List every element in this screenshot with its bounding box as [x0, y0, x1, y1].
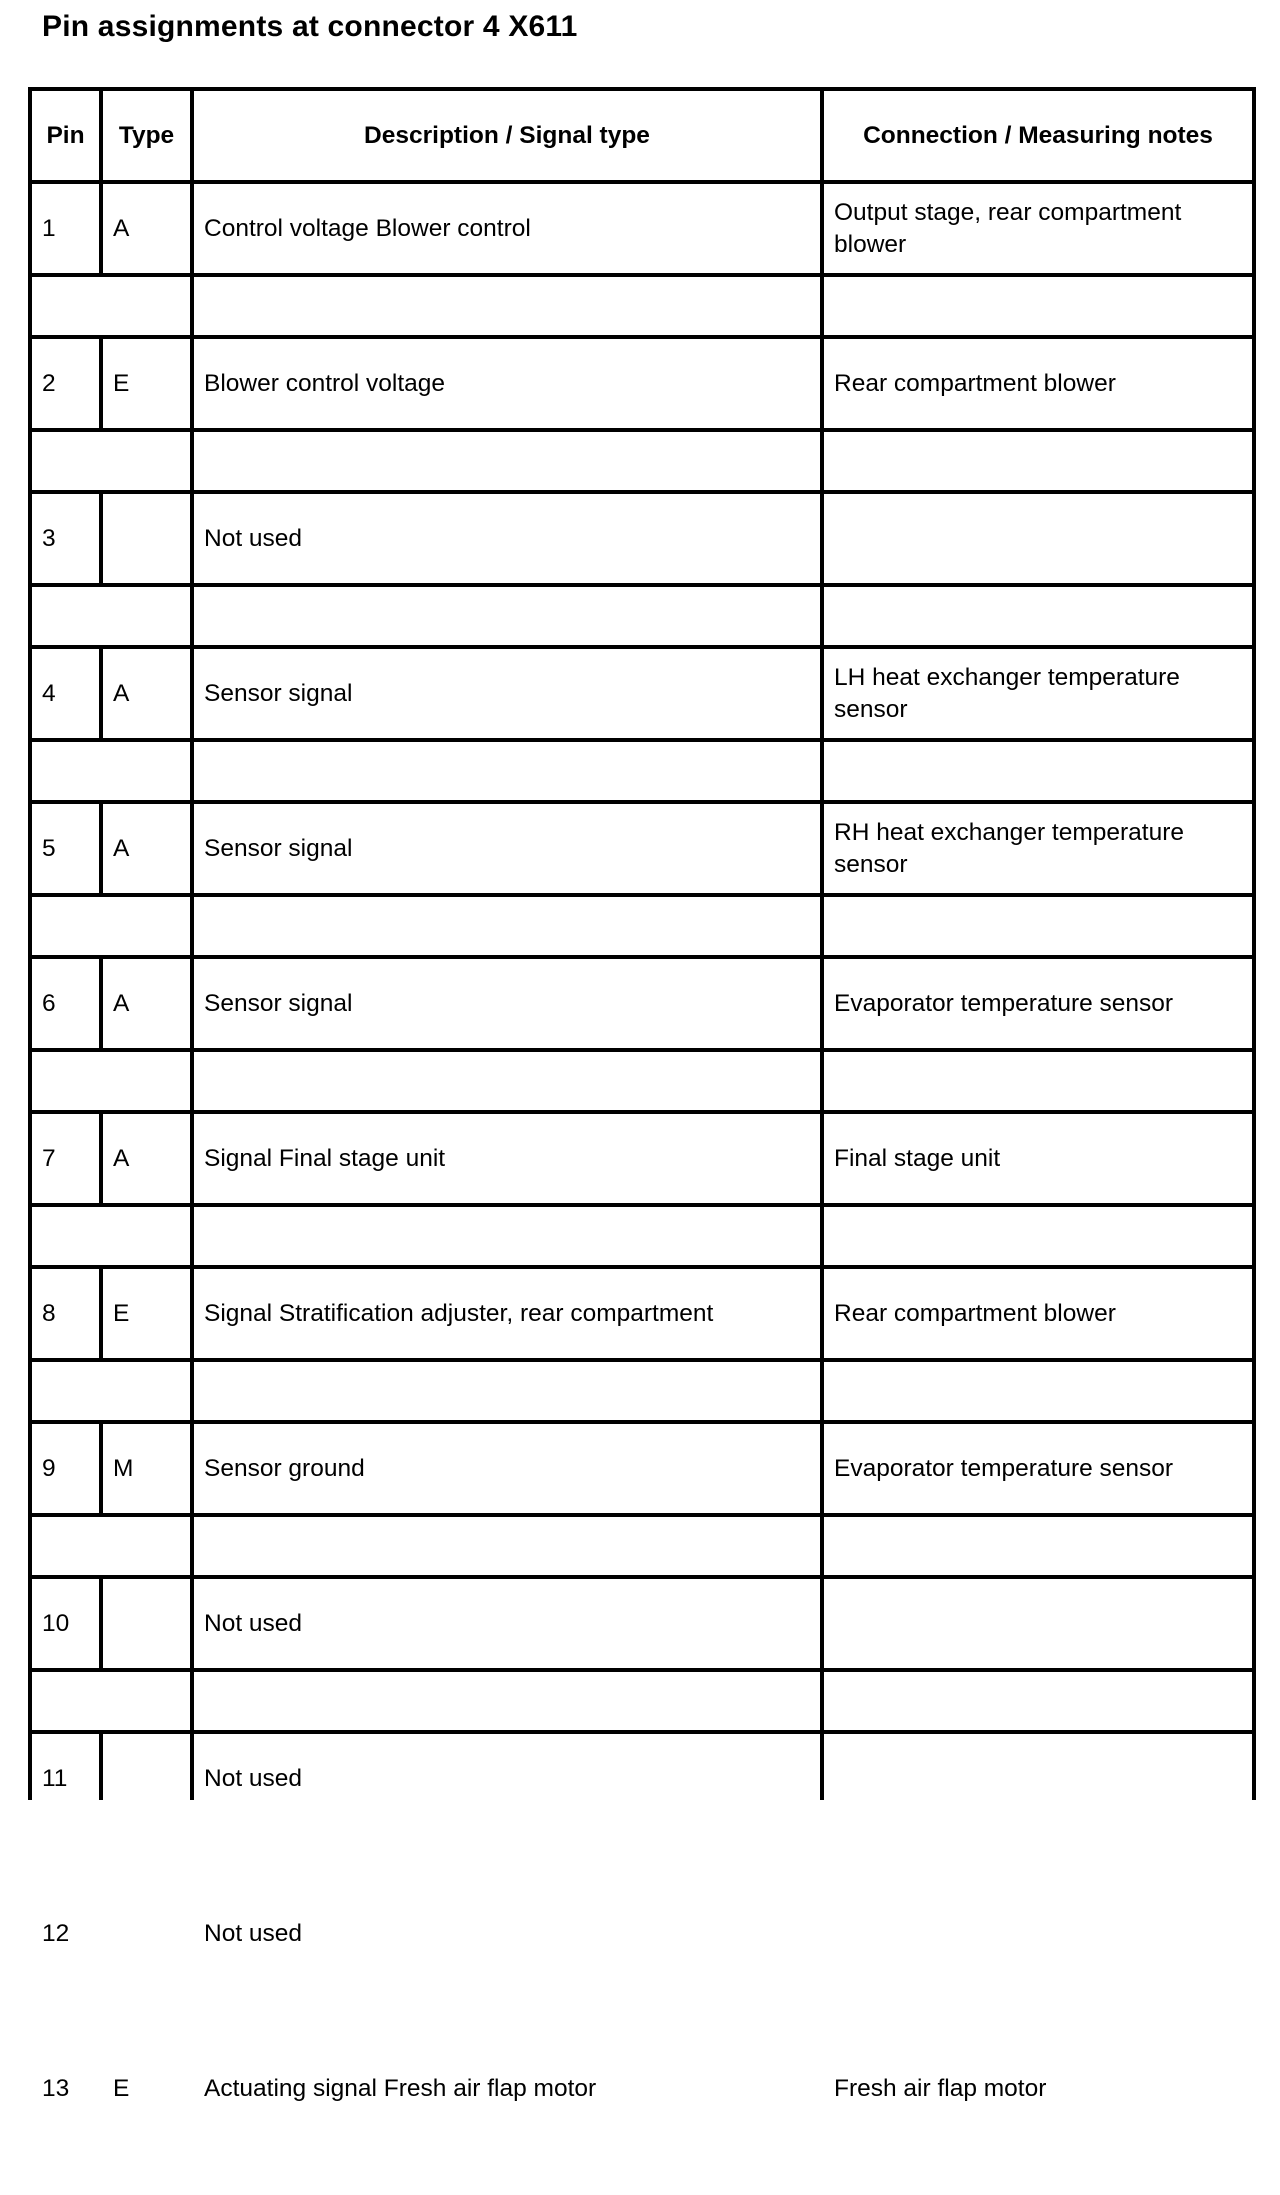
spacer-cell-connection [824, 742, 1252, 800]
cell-connection: RH heat exchanger temperature sensor [824, 804, 1252, 893]
spacer-cell-left [32, 1517, 190, 1575]
cell-description: Signal Stratification adjuster, rear compartment [194, 1269, 820, 1358]
spacer-cell-left [32, 1982, 190, 2040]
spacer-cell-connection [824, 1207, 1252, 1265]
spacer-cell-left [32, 277, 190, 335]
cell-pin: 2 [32, 339, 99, 428]
cell-connection: Evaporator temperature sensor [824, 959, 1252, 1048]
header-connection: Connection / Measuring notes [824, 91, 1252, 180]
cell-description: Sensor signal [194, 804, 820, 893]
spacer-cell-description [194, 1362, 820, 1420]
header-description: Description / Signal type [194, 91, 820, 180]
cell-pin: 7 [32, 1114, 99, 1203]
cell-pin: 4 [32, 649, 99, 738]
spacer-cell-description [194, 1052, 820, 1110]
spacer-cell-left [32, 1672, 190, 1730]
spacer-cell-description [194, 277, 820, 335]
page-title: Pin assignments at connector 4 X611 [42, 10, 578, 43]
spacer-cell-left [32, 1362, 190, 1420]
spacer-cell-description [194, 432, 820, 490]
spacer-cell-description [194, 1672, 820, 1730]
cell-type: A [103, 184, 190, 273]
cell-pin: 13 [32, 2044, 99, 2133]
cell-description: Blower control voltage [194, 339, 820, 428]
cell-connection: Rear compartment blower [824, 339, 1252, 428]
cell-description: Signal Final stage unit [194, 1114, 820, 1203]
spacer-cell-left [32, 2137, 190, 2195]
cell-description: Control voltage Blower control [194, 184, 820, 273]
spacer-cell-left [32, 1827, 190, 1885]
cell-connection [824, 494, 1252, 583]
pin-assignment-table [28, 87, 1256, 2102]
spacer-cell-left [32, 742, 190, 800]
spacer-cell-description [194, 587, 820, 645]
cell-description: Actuating signal Fresh air flap motor [194, 2044, 820, 2133]
cell-type: A [103, 959, 190, 1048]
cell-connection: Final stage unit [824, 1114, 1252, 1203]
spacer-cell-description [194, 742, 820, 800]
cell-description: Sensor signal [194, 959, 820, 1048]
cell-type: A [103, 1114, 190, 1203]
cell-connection: Fresh air flap motor [824, 2044, 1252, 2133]
cell-pin: 8 [32, 1269, 99, 1358]
spacer-cell-left [32, 1207, 190, 1265]
cell-description: Not used [194, 494, 820, 583]
spacer-cell-description [194, 897, 820, 955]
cell-type [103, 1889, 190, 1978]
cell-description: Not used [194, 1734, 820, 1823]
spacer-cell-connection [824, 1362, 1252, 1420]
cell-pin: 1 [32, 184, 99, 273]
spacer-cell-connection [824, 587, 1252, 645]
spacer-cell-connection [824, 1672, 1252, 1730]
header-type: Type [103, 91, 190, 180]
spacer-cell-description [194, 1517, 820, 1575]
spacer-cell-description [194, 1982, 820, 2040]
cell-description: Not used [194, 1889, 820, 1978]
cell-connection: Output stage, rear compartment blower [824, 184, 1252, 273]
cell-type: E [103, 339, 190, 428]
spacer-cell-left [32, 1052, 190, 1110]
spacer-cell-description [194, 2137, 820, 2195]
cell-connection [824, 1734, 1252, 1823]
spacer-cell-connection [824, 1052, 1252, 1110]
cell-pin: 5 [32, 804, 99, 893]
header-pin: Pin [32, 91, 99, 180]
spacer-cell-left [32, 587, 190, 645]
cell-connection: Rear compartment blower [824, 1269, 1252, 1358]
cell-pin: 3 [32, 494, 99, 583]
spacer-cell-left [32, 897, 190, 955]
spacer-cell-left [32, 432, 190, 490]
cell-type: A [103, 804, 190, 893]
cell-type: E [103, 1269, 190, 1358]
cell-connection [824, 1579, 1252, 1668]
cell-type: A [103, 649, 190, 738]
cell-pin: 6 [32, 959, 99, 1048]
spacer-cell-connection [824, 432, 1252, 490]
cell-type [103, 1579, 190, 1668]
cell-connection: LH heat exchanger temperature sensor [824, 649, 1252, 738]
spacer-cell-description [194, 1827, 820, 1885]
spacer-cell-description [194, 1207, 820, 1265]
cell-pin: 10 [32, 1579, 99, 1668]
cell-connection [824, 1889, 1252, 1978]
spacer-cell-connection [824, 1982, 1252, 2040]
cell-type [103, 1734, 190, 1823]
cell-pin: 11 [32, 1734, 99, 1823]
cell-pin: 9 [32, 1424, 99, 1513]
cell-type [103, 494, 190, 583]
cell-description: Sensor ground [194, 1424, 820, 1513]
cell-connection: Evaporator temperature sensor [824, 1424, 1252, 1513]
cell-type: M [103, 1424, 190, 1513]
spacer-cell-connection [824, 897, 1252, 955]
cell-description: Not used [194, 1579, 820, 1668]
spacer-cell-connection [824, 277, 1252, 335]
cell-pin: 12 [32, 1889, 99, 1978]
cell-type: E [103, 2044, 190, 2133]
spacer-cell-connection [824, 1827, 1252, 1885]
cell-description: Sensor signal [194, 649, 820, 738]
spacer-cell-connection [824, 2137, 1252, 2195]
spacer-cell-connection [824, 1517, 1252, 1575]
